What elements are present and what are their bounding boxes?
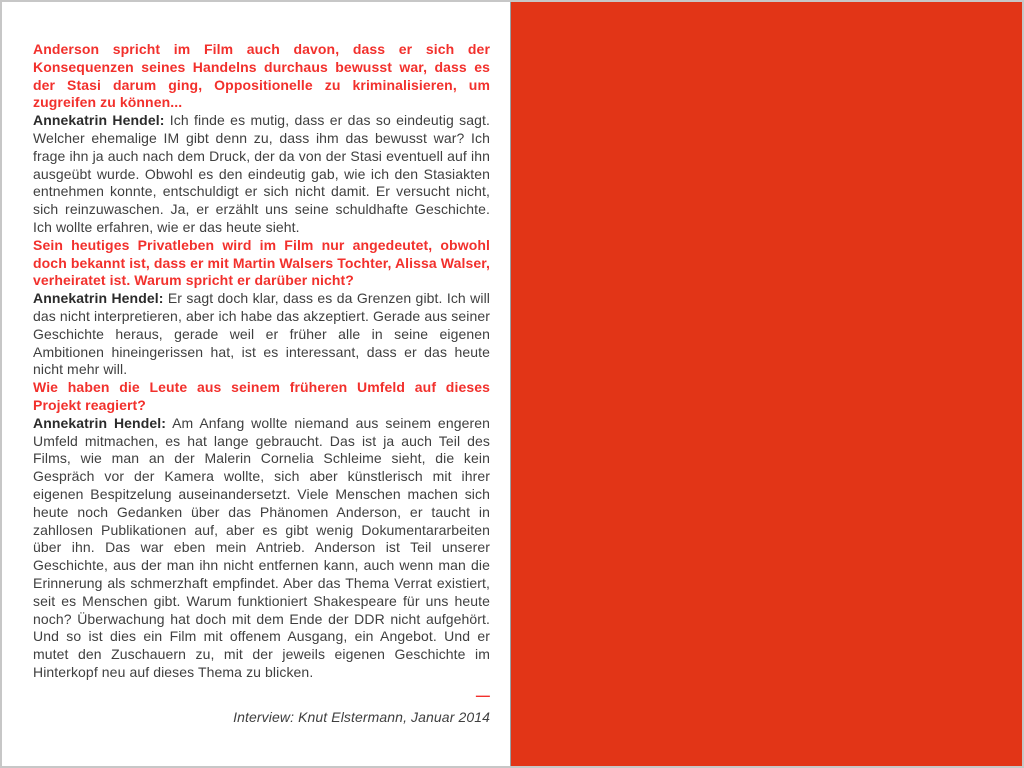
answer-text: Ich finde es mutig, dass er das so eindeutig sagt. Welcher ehemalige IM gibt denn zu, dass ihm das bewusst war? Ich frage ihn ja auch nach dem Druck, der da von der Stasi eventuell auf ihn ausgeübt wurde. Obwohl es den eindeutig gab, wie ich den Stasiakten entnehmen konnte, entschuldigt er sich nicht damit. Er versucht nicht, sich reinzuwaschen. Ja, er erzählt uns seine schuldhafte Geschichte. Ich wollte erfahren, wie er das heute sieht.	[33, 112, 490, 235]
end-dash: —	[475, 686, 490, 703]
speaker-name: Annekatrin Hendel:	[33, 414, 167, 431]
left-page	[2, 2, 510, 766]
interview-answer-3	[33, 415, 490, 682]
speaker-name: Annekatrin Hendel:	[33, 290, 164, 307]
interview-question-3: Wie haben die Leute aus seinem früheren Umfeld auf dieses Projekt reagiert?	[33, 379, 490, 413]
interview-question-1: Anderson spricht im Film auch davon, dass er sich der Konsequenzen seines Handelns durchaus bewusst war, dass es der Stasi darum ging, Oppositionelle zu kriminalisieren, um zugreifen zu können...	[33, 41, 490, 111]
interview-text-column	[33, 41, 490, 726]
interview-answer-2	[33, 290, 490, 379]
red-cover-panel	[510, 2, 1022, 766]
interview-answer-1	[33, 112, 490, 237]
speaker-name: Annekatrin Hendel:	[33, 112, 165, 129]
answer-text: Er sagt doch klar, dass es da Grenzen gibt. Ich will das nicht interpretieren, aber ich habe das akzeptiert. Gerade aus seiner Geschichte heraus, gerade weil er früher alle in seine eigenen Ambitionen hineingerissen hat, ist es interessant, dass er das heute nicht mehr will.	[33, 290, 490, 378]
interview-credit: Interview: Knut Elstermann, Januar 2014	[233, 708, 490, 725]
answer-text: Am Anfang wollte niemand aus seinem engeren Umfeld mitmachen, es hat lange gebraucht. Das ist ja auch Teil des Films, wie man an der Malerin Cornelia Schleime sieht, die kein Gespräch vor der Kamera wollte, sich aber künstlerisch mit ihrer eigenen Bespitzelung auseinandersetzt. Viele Menschen machen sich heute noch Gedanken über das Phänomen Anderson, er taucht in zahllosen Publikationen auf, aber es gibt wenig Dokumentararbeiten über ihn. Das war eben mein Antrieb. Anderson ist Teil unserer Geschichte, aus der man ihn nicht entfernen kann, auch wenn man die Erinnerung als schmerzhaft empfindet. Aber das Thema Verrat existiert, seit es Menschen gibt. Warum funktioniert Shakespeare für uns heute noch? Überwachung hat doch mit dem Ende der DDR nicht aufgehört. Und so ist dies ein Film mit offenem Ausgang, ein Angebot. Und er mutet den Zuschauern zu, mit der jeweils eigenen Geschichte im Hinterkopf neu auf dieses Thema zu blicken.	[33, 414, 491, 680]
interview-question-2: Sein heutiges Privatleben wird im Film nur angedeutet, obwohl doch bekannt ist, dass er mit Martin Walsers Tochter, Alissa Walser, verheiratet ist. Warum spricht er darüber nicht?	[33, 236, 491, 289]
